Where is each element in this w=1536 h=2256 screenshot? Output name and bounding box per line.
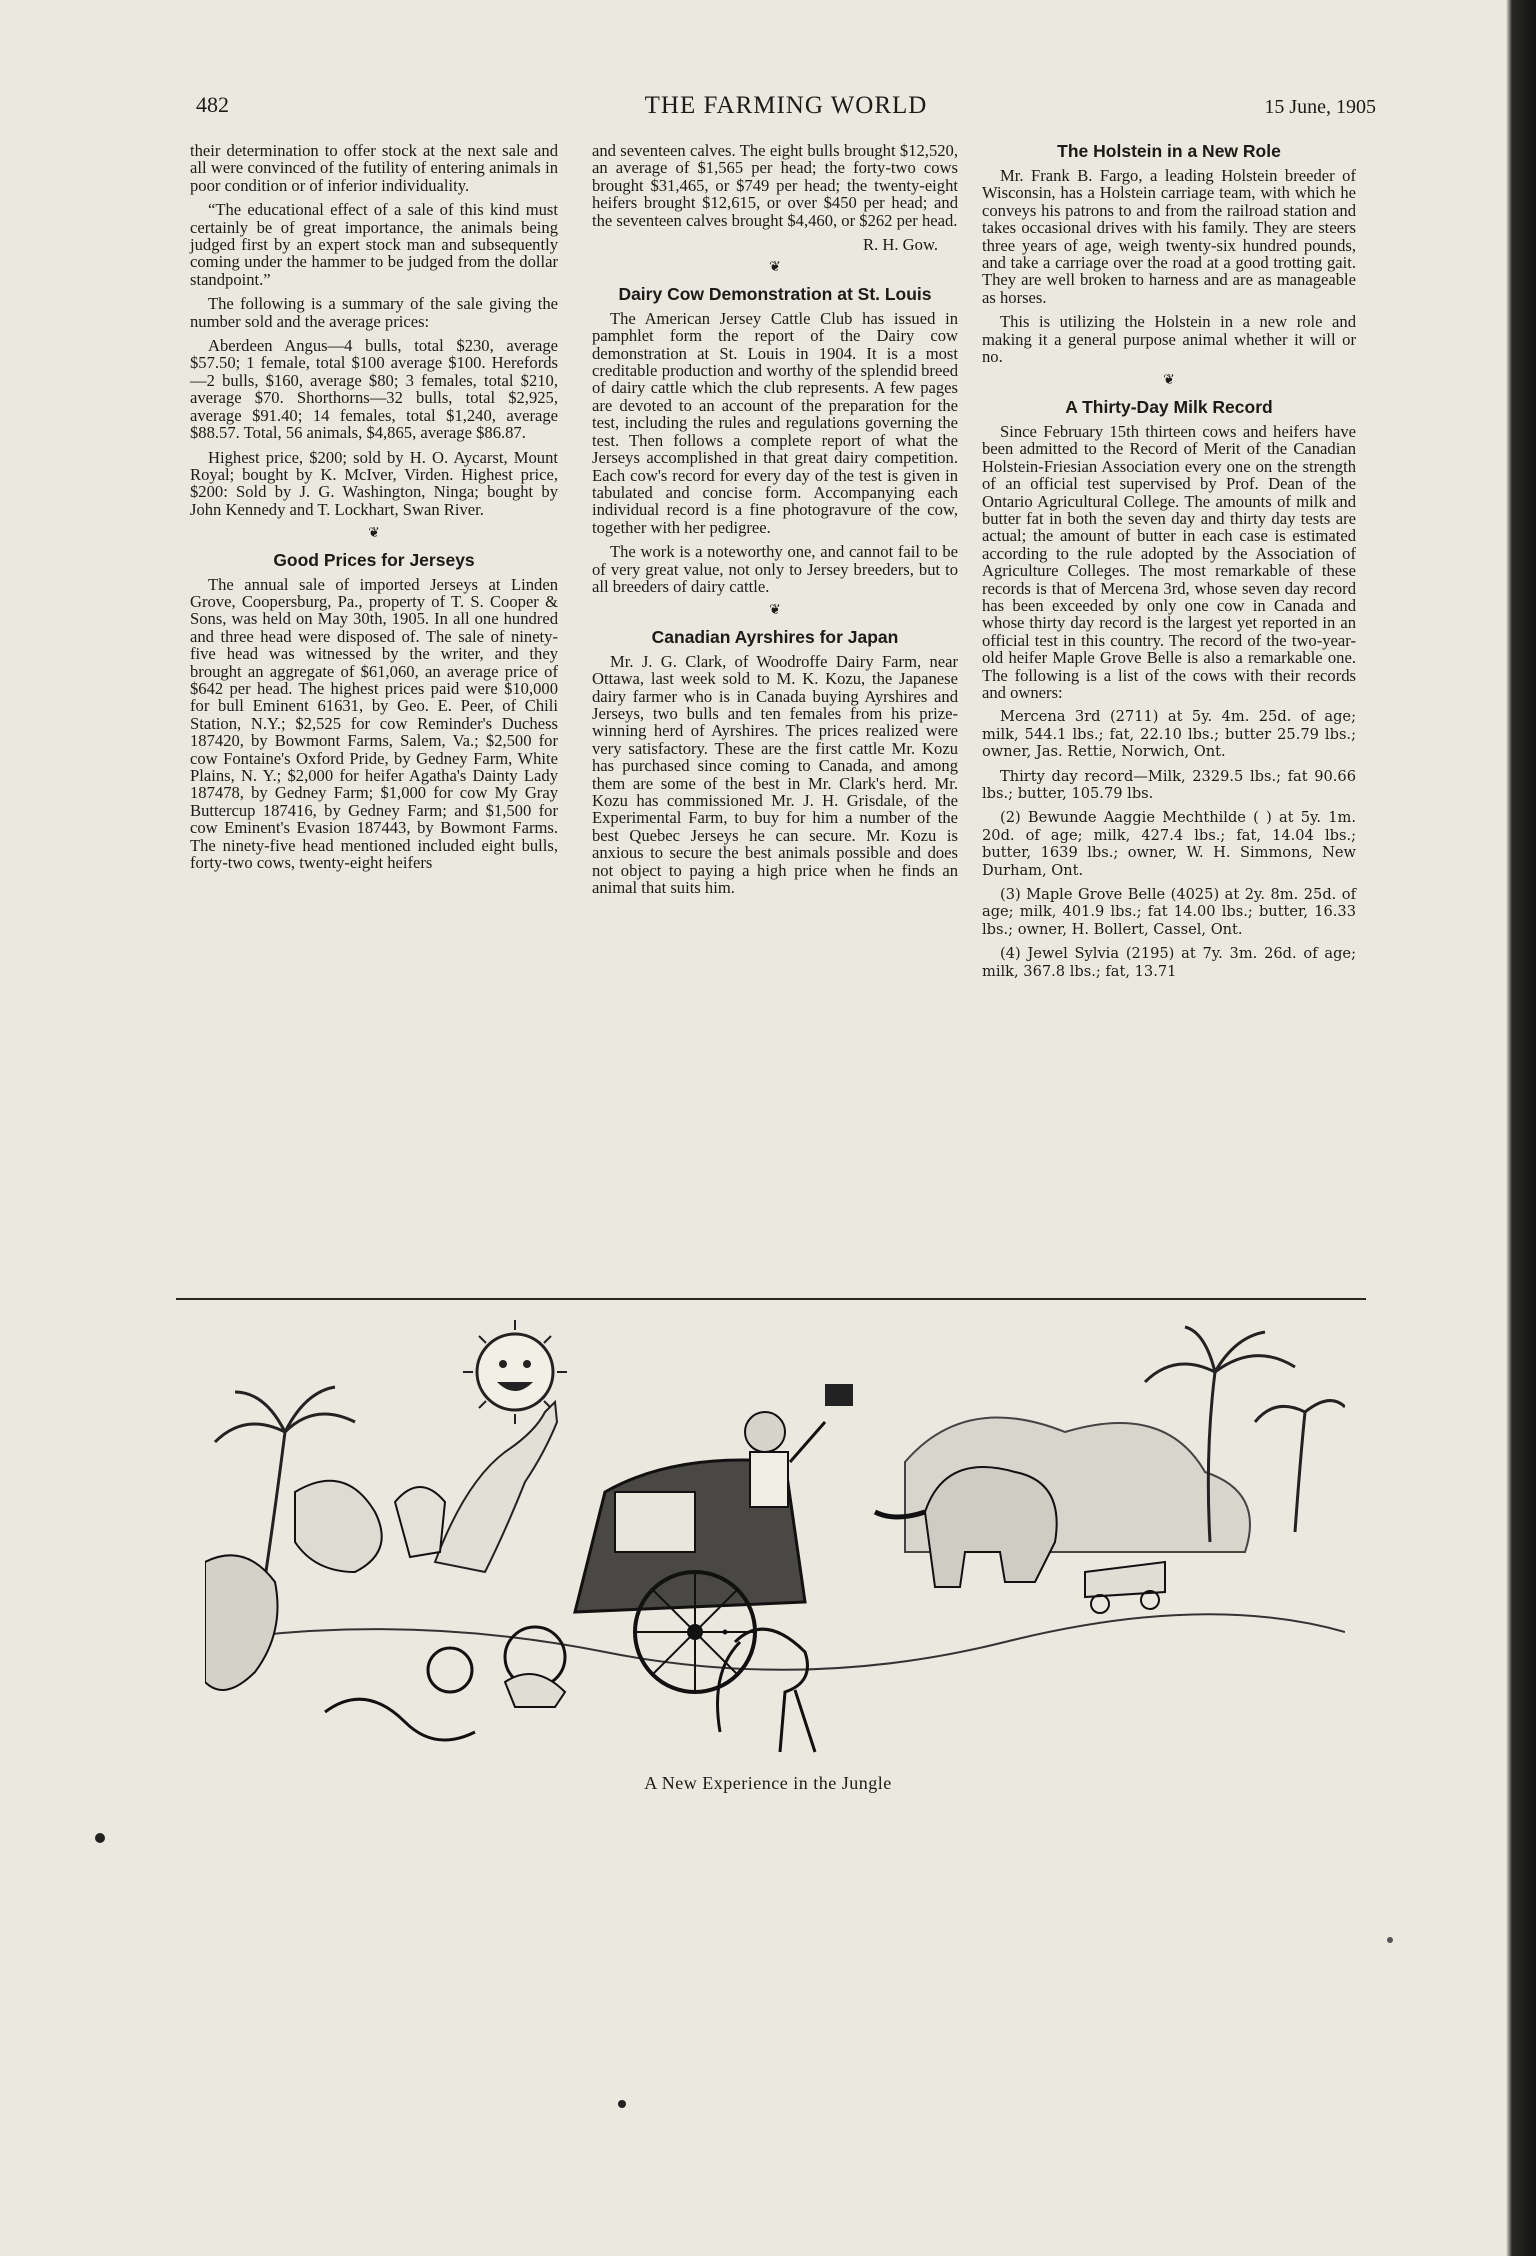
paragraph: and seventeen calves. The eight bulls brought $12,520, an average of $1,565 per head; the forty-two cows brought $31,465, or $749 per head; the twenty-eight heifers brought $12,615, or over $450 per head; and the seventeen calves brought $4,460, or $262 per head. — [592, 141, 958, 230]
cow-record: (2) Bewunde Aaggie Mechthilde ( ) at 5y. 1m. 20d. of age; milk, 427.4 lbs.; fat, 14.04 lbs.; butter, 1639 lbs.; owner, W. H. Simmons, New Durham, Ont. — [982, 809, 1356, 879]
article-heading-holstein: The Holstein in a New Role — [1057, 141, 1281, 161]
issue-date: 15 June, 1905 — [1264, 96, 1376, 118]
section-ornament: ❦ — [769, 603, 781, 619]
paragraph: The work is a noteworthy one, and cannot fail to be of very great value, not only to Jersey breeders, but to all breeders of dairy cattle. — [592, 542, 958, 596]
paragraph: This is utilizing the Holstein in a new role and making it a general purpose animal whether it will or no. — [982, 312, 1356, 367]
snake — [325, 1699, 475, 1740]
paragraph: “The educational effect of a sale of this kind must certainly be of great importance, the animals being judged first by an expert stock man and subsequently coming under the hammer to be judged from the dollar standpoint.” — [190, 200, 558, 289]
paragraph: The annual sale of imported Jerseys at Linden Grove, Coopersburg, Pa., property of T. S. Cooper & Sons, was held on May 30th, 1905. In all one hundred and three head were disposed of. The sale of ninety-five head was witnessed by the writer, and they brought an aggregate of $61,060, an average price of $642 per head. The highest prices paid were $10,000 for bull Eminent 61631, by Geo. E. Peer, of Chili Station, N.Y.; $2,525 for cow Reminder's Duchess 187420, by Bowmont Farms, Salem, Va.; $2,500 for cow Fontaine's Oxford Pride, by Gedney Farm, White Plains, N. Y.; $2,000 for heifer Agatha's Dainty Lady 187478, by Gedney Farm; $1,000 for cow My Gray Buttercup 187416, by Gedney Farm; and $1,500 for cow Eminent's Evasion 187443, by Bowmont Farms. The ninety-five head mentioned included eight bulls, forty-two cows, twenty-eight heifers — [190, 574, 558, 873]
cow-record: (3) Maple Grove Belle (4025) at 2y. 8m. 25d. of age; milk, 401.9 lbs.; fat 14.00 lbs.; butter, 16.33 lbs.; owner, H. Bollert, Cassel, Ont. — [982, 886, 1356, 938]
article-heading-ayrshires: Canadian Ayrshires for Japan — [651, 626, 899, 647]
page-number: 482 — [196, 92, 229, 117]
column-3 — [982, 142, 1356, 987]
kangaroo — [435, 1402, 557, 1572]
page-edge-shadow — [1506, 0, 1536, 2256]
elephant — [925, 1467, 1057, 1587]
horizontal-rule — [176, 1298, 1366, 1300]
paragraph: Mr. J. G. Clark, of Woodroffe Dairy Farm, near Ottawa, last week sold to M. K. Kozu, the Japanese dairy farmer who is in Canada buying Ayrshires and Jerseys, two bulls and ten females from his prize-winning herd of Ayrshires. The prices realized were very satisfactory. These are the first cattle Mr. Kozu has purchased since coming to Canada, and among them are some of the best in Mr. Clark's herd. Mr. Kozu has commissioned Mr. J. H. Grisdale, of the Experimental Farm, to buy for him a number of the best Quebec Jerseys he can secure. Mr. Kozu is anxious to secure the best animals possible and does not object to paying a high price when he finds an animal that suits him. — [592, 651, 958, 898]
publication-title: THE FARMING WORLD — [644, 92, 928, 119]
column-1 — [190, 142, 558, 878]
paragraph: The following is a summary of the sale giving the number sold and the average prices: — [190, 294, 558, 331]
column-2 — [592, 142, 958, 903]
tiger — [295, 1481, 382, 1572]
section-ornament: ❦ — [1163, 373, 1175, 389]
section-ornament: ❦ — [769, 260, 781, 276]
jungle-cartoon-illustration — [205, 1312, 1345, 1767]
article-heading-milk-record: A Thirty-Day Milk Record — [1065, 396, 1273, 417]
article-heading-dairy: Dairy Cow Demonstration at St. Louis — [618, 283, 932, 304]
monkey-driver — [745, 1384, 853, 1507]
paragraph: Highest price, $200; sold by H. O. Aycarst, Mount Royal; bought by K. McIver, Virden. Highest price, $200: Sold by J. G. Washington, Ninga; bought by John Kennedy and T. Lockhart, Swan River. — [190, 447, 558, 519]
author-signature: R. H. Gow. — [863, 235, 938, 255]
section-ornament: ❦ — [368, 526, 380, 542]
ostrich — [718, 1629, 816, 1752]
cow-record: Mercena 3rd (2711) at 5y. 4m. 25d. of age; milk, 544.1 lbs.; fat, 22.10 lbs.; butter 25.79 lbs.; owner, Jas. Rettie, Norwich, Ont. — [982, 708, 1356, 761]
illustration-caption: A New Experience in the Jungle — [644, 1773, 892, 1793]
paragraph: Since February 15th thirteen cows and heifers have been admitted to the Record of Merit of the Canadian Holstein-Friesian Association every one on the strength of an official test supervised by Prof. Dean of the Ontario Agricultural College. The amounts of milk and butter fat in both the seven day and thirty day tests are actual; the amount of butter in each case is estimated according to the rule adopted by the Association of Agriculture Colleges. The most remarkable of these records is that of Mercena 3rd, whose seven day record has been exceeded by only one cow in Canada and whose thirty day record is the largest yet reported in an official test in this country. The record of the two-year-old heifer Maple Grove Belle is also a remarkable one. The following is a list of the cows with their records and owners: — [982, 421, 1356, 702]
article-heading-jerseys: Good Prices for Jerseys — [273, 549, 475, 570]
paragraph: The American Jersey Cattle Club has issued in pamphlet form the report of the Dairy cow demonstration at St. Louis in 1904. It is a most creditable production and worthy of the splendid breed of dairy cattle which the club represents. A few pages are devoted to an account of the preparation for the test, including the rules and regulations governing the test. Then follows a complete report of what the Jerseys accomplished in that great dairy competition. Each cow's record for every day of the test is given in tabulated and concise form. Accompanying each individual record is a fine photogravure of the cow, together with her pedigree. — [592, 308, 958, 537]
paragraph: their determination to offer stock at the next sale and all were convinced of the futility of entering animals in poor condition or of inferior individuality. — [190, 141, 558, 195]
sale-summary: Aberdeen Angus—4 bulls, total $230, average $57.50; 1 female, total $100 average $100. Herefords—2 bulls, $160, average $80; 3 females, total $210, average $70. Shorthorns—32 bulls, total $2,925, average $91.40; 14 females, total $1,240, average $88.57. Total, 56 animals, $4,865, average $86.87. — [190, 336, 558, 443]
cow-record: Thirty day record—Milk, 2329.5 lbs.; fat 90.66 lbs.; butter, 105.79 lbs. — [982, 767, 1356, 802]
bear — [205, 1555, 278, 1690]
paragraph: Mr. Frank B. Fargo, a leading Holstein breeder of Wisconsin, has a Holstein carriage team, with which he conveys his patrons to and from the railroad station and takes occasional drives with his family. They are steers three years of age, weigh twenty-six hundred pounds, and take a carriage over the road at a good trotting gait. They are well broken to harness and are as manageable as horses. — [982, 166, 1356, 307]
page-header — [196, 92, 1376, 126]
zebra — [395, 1487, 445, 1557]
cow-record: (4) Jewel Sylvia (2195) at 7y. 3m. 26d. of age; milk, 367.8 lbs.; fat, 13.71 — [982, 945, 1356, 980]
